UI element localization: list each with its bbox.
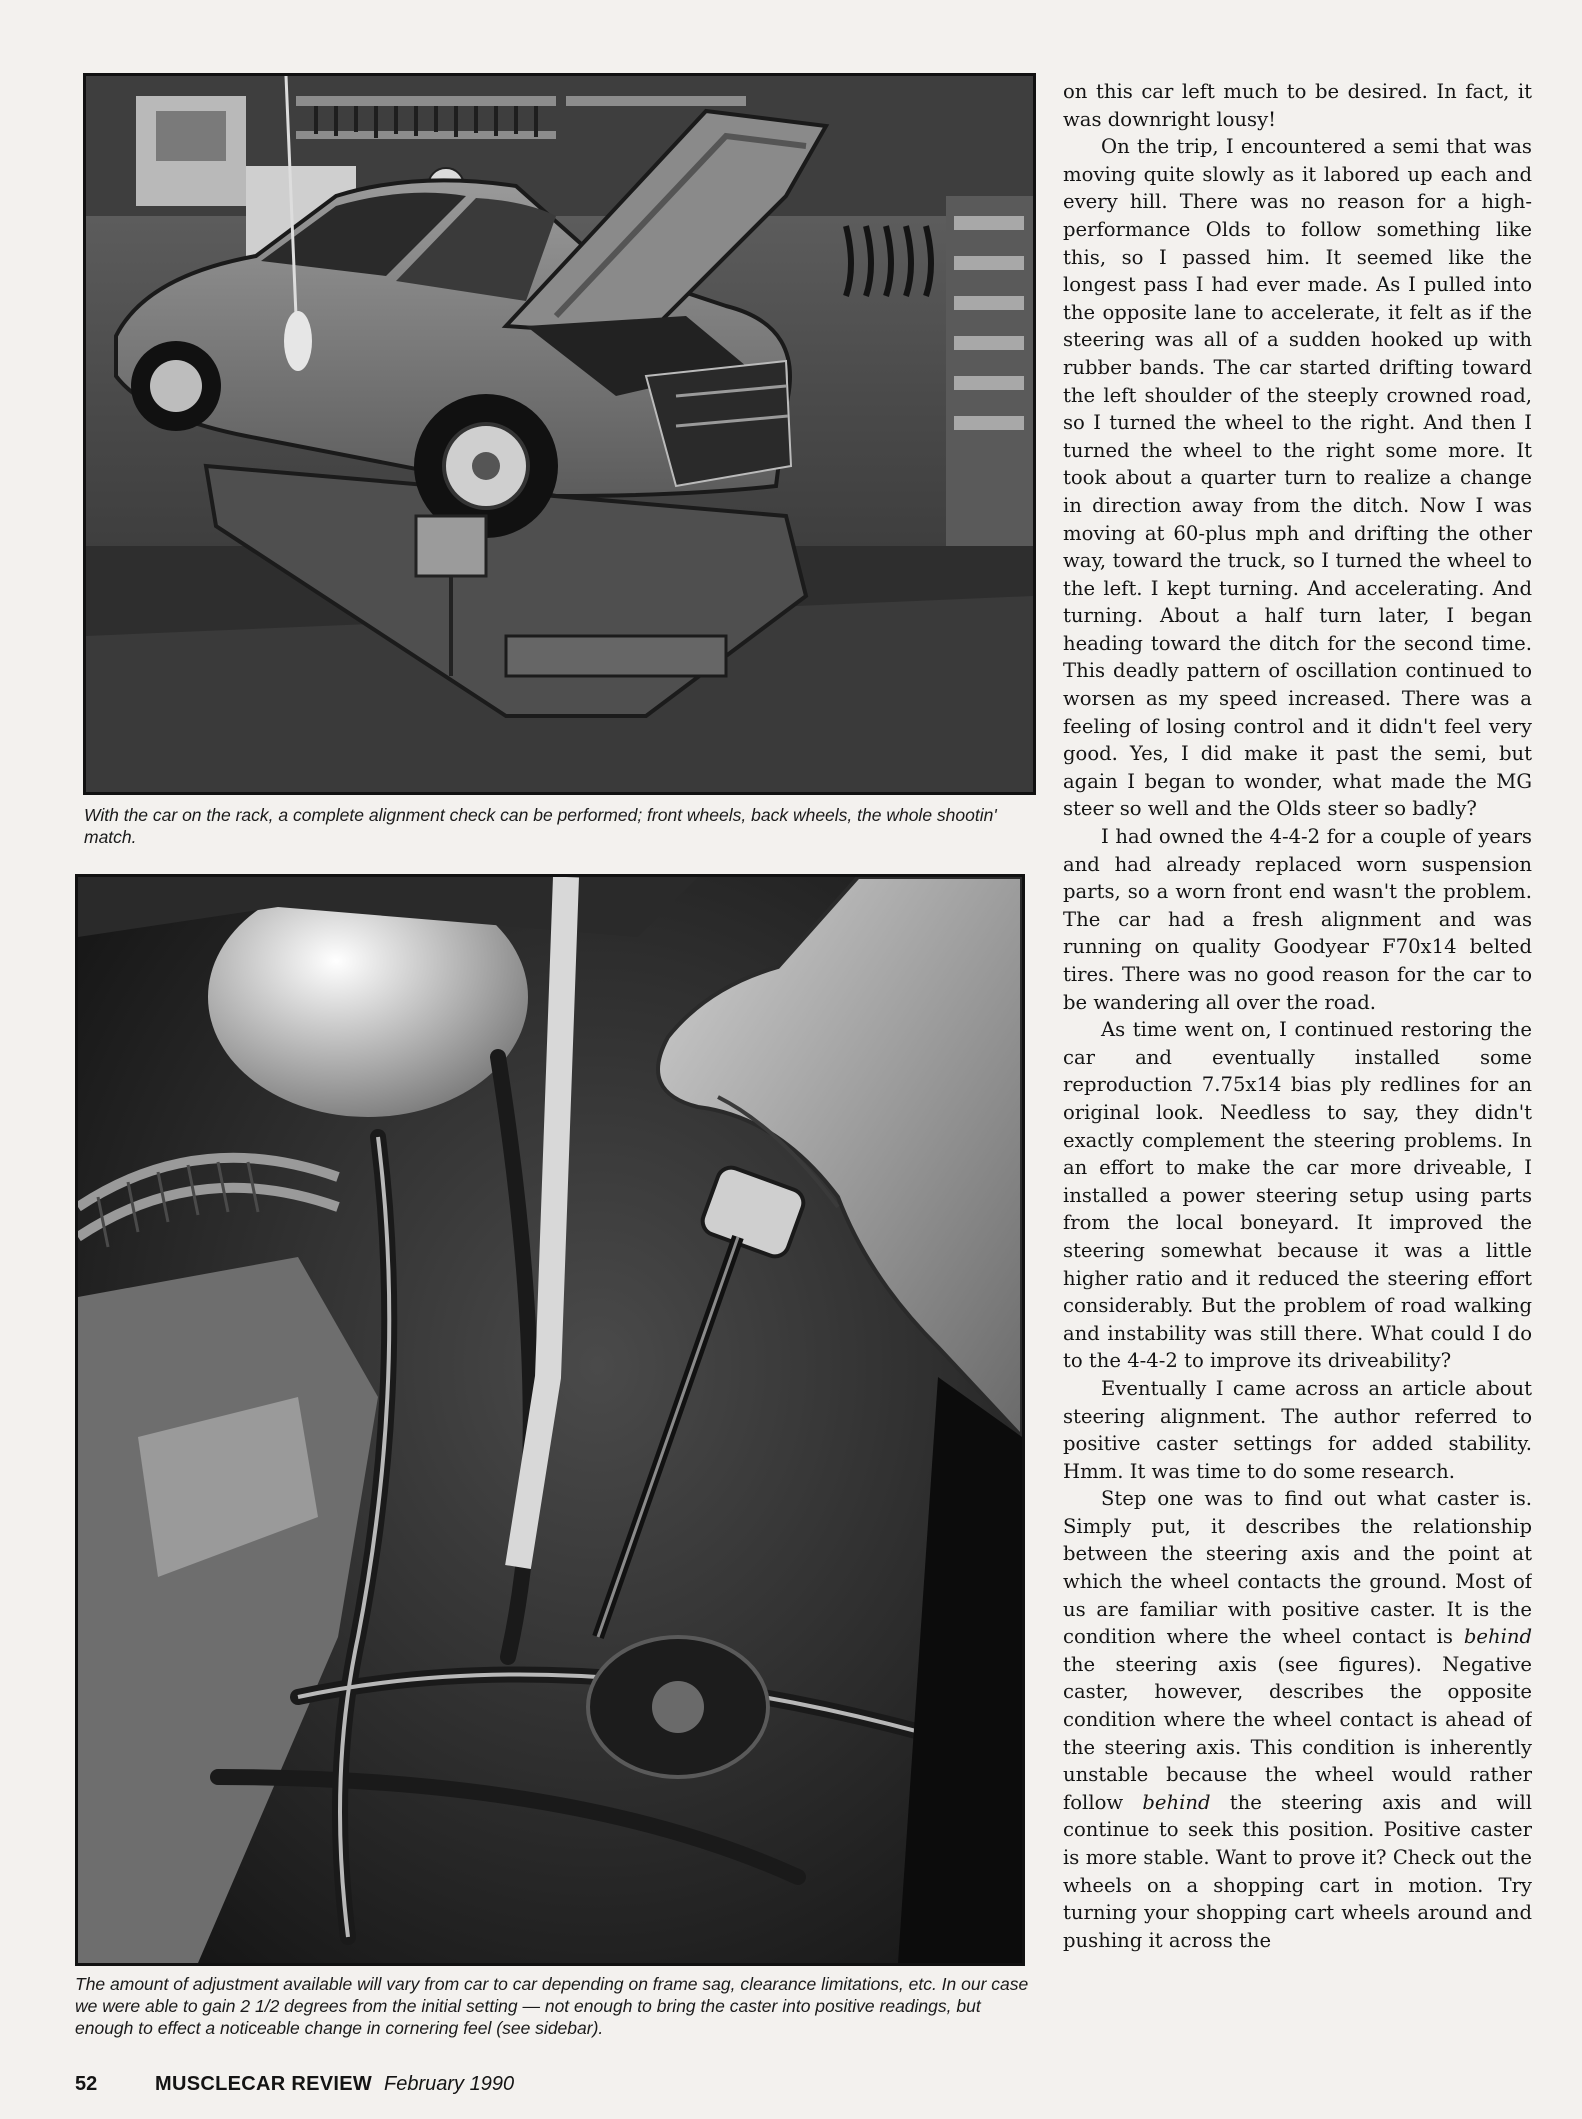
emphasis-behind: behind — [1142, 1790, 1211, 1814]
article-paragraph: on this car left much to be desired. In fact, it was downright lousy! — [1063, 80, 1532, 131]
page-number: 52 — [75, 2073, 98, 2095]
issue-date: February 1990 — [384, 2073, 515, 2095]
car-on-alignment-rack-photo — [83, 73, 1036, 795]
article-paragraph: As time went on, I continued restoring the car and eventually installed some reproduction 7.75x14 bias ply redlines for an original look. Needless to say, they didn't exactly complement the steering problems. In an effort to make the car more driveable, I installed a power steering setup using parts from the local boneyard. It improved the steering somewhat because it was a little higher ratio and it reduced the steering effort considerably. But the problem of road walking and instability was still there. What could I do to the 4-4-2 to improve its driveability? — [1063, 1018, 1532, 1373]
magazine-title: MUSCLECAR REVIEW — [155, 2073, 373, 2095]
emphasis-behind: behind — [1463, 1625, 1532, 1649]
article-paragraph: I had owned the 4-4-2 for a couple of years and had already replaced worn suspension parts, so a worn front end wasn't the problem. The car had a fresh alignment and was running on quality Goodyear F70x14 belted tires. There was no good reason for the car to be wandering all over the road. — [1063, 825, 1532, 1014]
car-on-rack-illustration — [86, 76, 1033, 792]
caster-text-1: Step one was to find out what caster is. Simply put, it describes the relationship between the steering axis and the point at which the wheel contacts the ground. Most of us are familiar with positive caster. It is the condition where the wheel contact is — [1063, 1487, 1532, 1649]
caster-text-3: the steering axis and will continue to seek this position. Positive caster is more stable. Want to prove it? Check out the wheels on a shopping cart in motion. Try turning your shopping cart wheels around and pushing it across the — [1063, 1790, 1532, 1952]
article-paragraph: On the trip, I encountered a semi that was moving quite slowly as it labored up each and every hill. There was no reason for a high-performance Olds to follow something like this, so I passed him. It seemed like the longest pass I had ever made. As I pulled into the opposite lane to accelerate, it felt as if the steering was all of a sudden hooked up with rubber bands. The car started drifting toward the left shoulder of the steeply crowned road, so I turned the wheel to the right. And then I turned the wheel to the right some more. It took about a quarter turn to realize a change in direction away from the ditch. Now I was moving at 60-plus mph and drifting the other way, toward the truck, so I turned the wheel to the left. I kept turning. And accelerating. And turning. About a half turn later, I began heading toward the ditch for the second time. This deadly pattern of oscillation continued to worsen as my speed increased. There was a feeling of losing control and it didn't feel very good. Yes, I did make it past the semi, but again I began to wonder, what made the MG steer so well and the Olds steer so badly? — [1063, 135, 1532, 821]
caster-text-2: the steering axis (see figures). Negative caster, however, describes the opposite condition where the wheel contact is ahead of the steering axis. This condition is inherently unstable because the wheel would rather follow — [1063, 1652, 1532, 1814]
article-paragraph-caster — [1063, 1485, 1532, 1954]
bottom-photo-caption: The amount of adjustment available will vary from car to car depending on frame sag, clearance limitations, etc. In our case we were able to gain 2 1/2 degrees from the initial setting — not enough to bring the caster into positive readings, but enough to effect a noticeable change in cornering feel (see sidebar). — [75, 1974, 1029, 2038]
caster-adjustment-photo — [75, 874, 1025, 1966]
page-footer — [75, 2073, 514, 2096]
article-paragraph: Eventually I came across an article about steering alignment. The author referred to positive caster settings for added stability. Hmm. It was time to do some research. — [1063, 1376, 1532, 1483]
engine-bay-wrench-illustration — [78, 877, 1022, 1963]
top-photo-caption: With the car on the rack, a complete alignment check can be performed; front wheels, back wheels, the whole shootin' match. — [84, 805, 997, 847]
article-body — [1063, 78, 1532, 2068]
